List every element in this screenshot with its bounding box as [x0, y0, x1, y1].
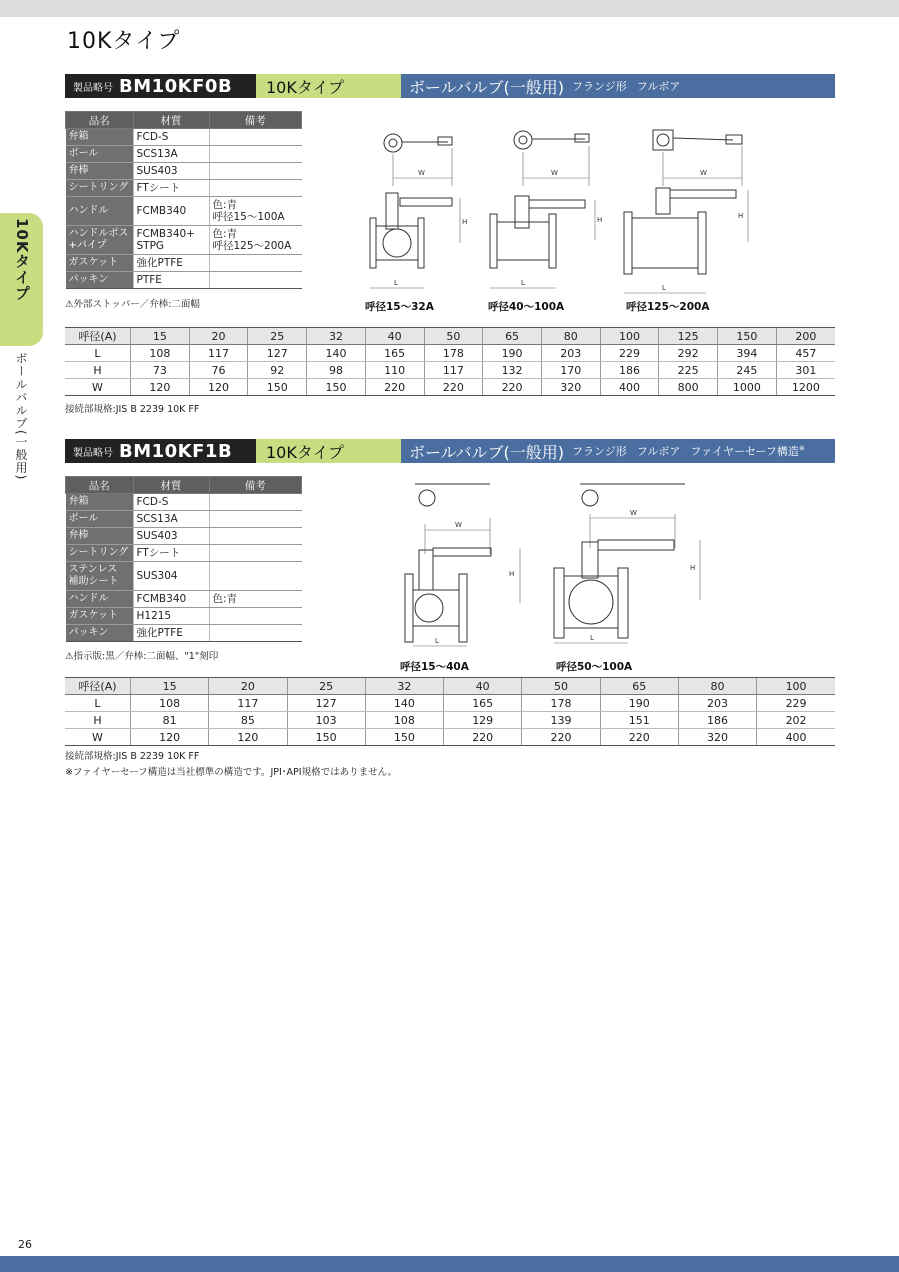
- product-code-label: 製品略号: [73, 82, 113, 94]
- product-sub-3-text: ファイヤーセーフ構造: [690, 445, 799, 458]
- material-note: [209, 562, 302, 591]
- product-sub-2: フルボア: [636, 80, 681, 93]
- material-value: FCMB340: [133, 197, 209, 226]
- section-1-note: ⚠外部ストッパー／弁棒:二面幅: [65, 299, 200, 310]
- product-type: 10Kタイプ: [256, 439, 401, 463]
- material-row: [66, 511, 302, 528]
- dimension-value: 165: [365, 345, 424, 362]
- dimension-value: 129: [444, 712, 522, 729]
- valve-drawing-15-40a: [395, 478, 535, 658]
- material-value: FCD-S: [133, 494, 209, 511]
- side-tab-label: 10Kタイプ: [13, 218, 31, 302]
- dimension-value: 178: [522, 695, 600, 712]
- dimension-size: 80: [541, 328, 600, 345]
- material-header-name: 品名: [66, 477, 134, 494]
- dimension-size: 40: [444, 678, 522, 695]
- dimension-header-row: [65, 328, 835, 345]
- product-type: 10Kタイプ: [256, 74, 401, 98]
- dimension-size: 65: [483, 328, 542, 345]
- material-value: FCMB340: [133, 591, 209, 608]
- product-sub-1: フランジ形: [572, 80, 627, 93]
- dimension-size: 50: [424, 328, 483, 345]
- dimension-value: 120: [189, 379, 248, 396]
- dimension-value: 178: [424, 345, 483, 362]
- material-row: [66, 494, 302, 511]
- material-part-name: ハンドル: [66, 197, 134, 226]
- dimension-value: 117: [424, 362, 483, 379]
- material-row: [66, 545, 302, 562]
- dimension-value: 203: [678, 695, 756, 712]
- dimension-row-label: W: [65, 379, 131, 396]
- product-sub-3-mark: ※: [798, 444, 805, 453]
- dimension-row-label: L: [65, 695, 131, 712]
- dimension-value: 132: [483, 362, 542, 379]
- material-part-name: パッキン: [66, 272, 134, 289]
- material-note: [209, 625, 302, 642]
- material-header-name: 品名: [66, 112, 134, 129]
- figure-caption-15-40a: 呼径15～40A: [400, 661, 469, 673]
- material-row: [66, 528, 302, 545]
- dimension-header-row: [65, 678, 835, 695]
- product-sub-2: フルボア: [636, 445, 681, 458]
- material-header-material: 材質: [133, 477, 209, 494]
- page-number: 26: [18, 1238, 32, 1251]
- dimension-value: 110: [365, 362, 424, 379]
- figure-caption-15-32a: 呼径15～32A: [365, 301, 434, 313]
- section-2-footnote-1: 接続部規格:JIS B 2239 10K FF: [65, 751, 200, 762]
- dimension-row: [65, 712, 835, 729]
- dimension-size: 15: [131, 328, 190, 345]
- dimension-size: 25: [287, 678, 365, 695]
- dimension-row: [65, 729, 835, 746]
- dimension-row: [65, 379, 835, 396]
- svg-text:H: H: [738, 212, 744, 220]
- section-2-header: [65, 439, 835, 463]
- svg-text:W: W: [551, 169, 558, 177]
- dimension-value: 117: [189, 345, 248, 362]
- dimension-value: 150: [365, 729, 443, 746]
- material-part-name: シートリング: [66, 545, 134, 562]
- valve-drawing-15-32a: [360, 118, 475, 303]
- dimension-value: 151: [600, 712, 678, 729]
- dimension-header-label: 呼径(A): [65, 328, 131, 345]
- material-value: 強化PTFE: [133, 625, 209, 642]
- dimension-value: 320: [541, 379, 600, 396]
- dimension-value: 108: [131, 695, 209, 712]
- material-header-note: 備考: [209, 112, 302, 129]
- material-note: [209, 545, 302, 562]
- dimension-value: 220: [600, 729, 678, 746]
- dimension-value: 140: [307, 345, 366, 362]
- dimension-size: 80: [678, 678, 756, 695]
- material-part-name: 弁棒: [66, 163, 134, 180]
- product-code-box: [65, 439, 256, 463]
- dimension-value: 98: [307, 362, 366, 379]
- dimension-size: 100: [600, 328, 659, 345]
- dimension-value: 220: [365, 379, 424, 396]
- material-note: 色:青 呼径15～100A: [209, 197, 302, 226]
- svg-text:H: H: [597, 216, 603, 224]
- dimension-value: 220: [483, 379, 542, 396]
- material-value: H1215: [133, 608, 209, 625]
- product-sub-3: [690, 443, 804, 459]
- dimension-value: 220: [444, 729, 522, 746]
- material-part-name: シートリング: [66, 180, 134, 197]
- material-note: [209, 511, 302, 528]
- dimension-value: 92: [248, 362, 307, 379]
- svg-text:L: L: [662, 284, 666, 292]
- dimension-value: 400: [757, 729, 835, 746]
- section-2-footnote-2: ※ファイヤーセーフ構造は当社標準の構造です。JPI･API規格ではありません。: [65, 767, 398, 778]
- valve-drawing-125-200a: [618, 118, 758, 303]
- material-row: [66, 146, 302, 163]
- dimension-value: 301: [776, 362, 835, 379]
- product-name: ボールバルブ(一般用): [409, 442, 565, 462]
- svg-text:L: L: [394, 279, 398, 287]
- dimension-table-2: [65, 677, 835, 746]
- section-1-header: [65, 74, 835, 98]
- section-1-footnote-1: 接続部規格:JIS B 2239 10K FF: [65, 404, 200, 415]
- bottom-bar: [0, 1256, 899, 1272]
- dimension-value: 120: [131, 729, 209, 746]
- dimension-value: 117: [209, 695, 287, 712]
- product-name-box: [401, 74, 835, 98]
- material-note: [209, 494, 302, 511]
- material-table-2: [65, 476, 302, 642]
- material-note: [209, 180, 302, 197]
- svg-text:W: W: [418, 169, 425, 177]
- dimension-value: 225: [659, 362, 718, 379]
- dimension-value: 108: [365, 712, 443, 729]
- dimension-value: 1000: [718, 379, 777, 396]
- svg-text:W: W: [630, 509, 637, 517]
- material-value: FTシート: [133, 180, 209, 197]
- dimension-value: 229: [757, 695, 835, 712]
- figure-caption-40-100a: 呼径40～100A: [488, 301, 565, 313]
- material-part-name: 弁棒: [66, 528, 134, 545]
- svg-text:L: L: [521, 279, 525, 287]
- dimension-row-label: W: [65, 729, 131, 746]
- dimension-value: 800: [659, 379, 718, 396]
- dimension-row-label: H: [65, 362, 131, 379]
- material-part-name: ハンドルボス +パイプ: [66, 226, 134, 255]
- material-note: [209, 146, 302, 163]
- section-2-note: ⚠指示版:黒／弁棒:二面幅、"1"刻印: [65, 651, 219, 662]
- dimension-value: 220: [424, 379, 483, 396]
- material-note: [209, 528, 302, 545]
- dimension-value: 400: [600, 379, 659, 396]
- material-row: [66, 197, 302, 226]
- material-row: [66, 180, 302, 197]
- product-code-label: 製品略号: [73, 447, 113, 459]
- dimension-value: 457: [776, 345, 835, 362]
- dimension-value: 108: [131, 345, 190, 362]
- page-title: 10Kタイプ: [67, 29, 181, 54]
- dimension-value: 127: [248, 345, 307, 362]
- material-row: [66, 129, 302, 146]
- side-category-label: ボールバルブ(一般用): [14, 352, 28, 481]
- material-value: SCS13A: [133, 511, 209, 528]
- dimension-table-1: [65, 327, 835, 396]
- dimension-value: 120: [131, 379, 190, 396]
- svg-text:H: H: [509, 570, 515, 578]
- material-row: [66, 608, 302, 625]
- dimension-value: 190: [600, 695, 678, 712]
- svg-text:L: L: [590, 634, 594, 642]
- material-note: 色:青: [209, 591, 302, 608]
- dimension-value: 394: [718, 345, 777, 362]
- material-part-name: ステンレス 補助シート: [66, 562, 134, 591]
- svg-text:H: H: [462, 218, 468, 226]
- dimension-size: 125: [659, 328, 718, 345]
- material-value: FTシート: [133, 545, 209, 562]
- dimension-size: 100: [757, 678, 835, 695]
- figure-caption-50-100a: 呼径50～100A: [556, 661, 633, 673]
- material-note: [209, 255, 302, 272]
- dimension-size: 150: [718, 328, 777, 345]
- material-value: PTFE: [133, 272, 209, 289]
- material-value: 強化PTFE: [133, 255, 209, 272]
- dimension-value: 81: [131, 712, 209, 729]
- dimension-value: 85: [209, 712, 287, 729]
- material-part-name: ボール: [66, 146, 134, 163]
- dimension-value: 150: [307, 379, 366, 396]
- top-bar: [0, 0, 899, 17]
- material-row: [66, 255, 302, 272]
- product-name: ボールバルブ(一般用): [409, 77, 565, 97]
- dimension-value: 140: [365, 695, 443, 712]
- product-sub-1: フランジ形: [572, 445, 627, 458]
- dimension-value: 292: [659, 345, 718, 362]
- material-value: SUS403: [133, 163, 209, 180]
- dimension-value: 73: [131, 362, 190, 379]
- material-note: [209, 608, 302, 625]
- dimension-value: 186: [600, 362, 659, 379]
- dimension-header-label: 呼径(A): [65, 678, 131, 695]
- material-row: [66, 562, 302, 591]
- dimension-value: 190: [483, 345, 542, 362]
- product-code: BM10KF0B: [119, 75, 233, 97]
- dimension-value: 150: [287, 729, 365, 746]
- dimension-value: 127: [287, 695, 365, 712]
- material-row: [66, 591, 302, 608]
- dimension-size: 20: [209, 678, 287, 695]
- material-note: [209, 163, 302, 180]
- material-note: [209, 272, 302, 289]
- dimension-value: 150: [248, 379, 307, 396]
- dimension-row: [65, 695, 835, 712]
- dimension-value: 203: [541, 345, 600, 362]
- dimension-size: 32: [307, 328, 366, 345]
- material-row: [66, 272, 302, 289]
- svg-text:W: W: [700, 169, 707, 177]
- dimension-size: 65: [600, 678, 678, 695]
- dimension-value: 229: [600, 345, 659, 362]
- material-value: SUS304: [133, 562, 209, 591]
- material-part-name: パッキン: [66, 625, 134, 642]
- material-header-note: 備考: [209, 477, 302, 494]
- dimension-value: 245: [718, 362, 777, 379]
- material-part-name: 弁箱: [66, 129, 134, 146]
- material-row: [66, 625, 302, 642]
- dimension-row-label: L: [65, 345, 131, 362]
- material-part-name: ハンドル: [66, 591, 134, 608]
- material-part-name: ガスケット: [66, 608, 134, 625]
- material-value: SCS13A: [133, 146, 209, 163]
- dimension-value: 320: [678, 729, 756, 746]
- product-code-box: [65, 74, 256, 98]
- dimension-value: 76: [189, 362, 248, 379]
- svg-text:L: L: [435, 637, 439, 645]
- dimension-value: 1200: [776, 379, 835, 396]
- dimension-row-label: H: [65, 712, 131, 729]
- dimension-size: 25: [248, 328, 307, 345]
- dimension-value: 139: [522, 712, 600, 729]
- material-value: FCMB340+ STPG: [133, 226, 209, 255]
- material-row: [66, 226, 302, 255]
- dimension-size: 40: [365, 328, 424, 345]
- dimension-value: 165: [444, 695, 522, 712]
- dimension-size: 15: [131, 678, 209, 695]
- dimension-value: 202: [757, 712, 835, 729]
- svg-text:H: H: [690, 564, 696, 572]
- material-part-name: 弁箱: [66, 494, 134, 511]
- material-part-name: ボール: [66, 511, 134, 528]
- dimension-size: 32: [365, 678, 443, 695]
- material-part-name: ガスケット: [66, 255, 134, 272]
- valve-drawing-50-100a: [550, 478, 710, 658]
- material-note: [209, 129, 302, 146]
- dimension-value: 220: [522, 729, 600, 746]
- material-table-1: [65, 111, 302, 289]
- material-header-material: 材質: [133, 112, 209, 129]
- product-code: BM10KF1B: [119, 440, 233, 462]
- dimension-row: [65, 362, 835, 379]
- dimension-size: 200: [776, 328, 835, 345]
- dimension-value: 170: [541, 362, 600, 379]
- valve-drawing-40-100a: [485, 118, 605, 303]
- material-value: SUS403: [133, 528, 209, 545]
- material-row: [66, 163, 302, 180]
- dimension-value: 186: [678, 712, 756, 729]
- dimension-size: 20: [189, 328, 248, 345]
- dimension-value: 120: [209, 729, 287, 746]
- figure-caption-125-200a: 呼径125～200A: [626, 301, 710, 313]
- dimension-size: 50: [522, 678, 600, 695]
- dimension-row: [65, 345, 835, 362]
- product-name-box: [401, 439, 835, 463]
- material-note: 色:青 呼径125～200A: [209, 226, 302, 255]
- dimension-value: 103: [287, 712, 365, 729]
- material-value: FCD-S: [133, 129, 209, 146]
- svg-text:W: W: [455, 521, 462, 529]
